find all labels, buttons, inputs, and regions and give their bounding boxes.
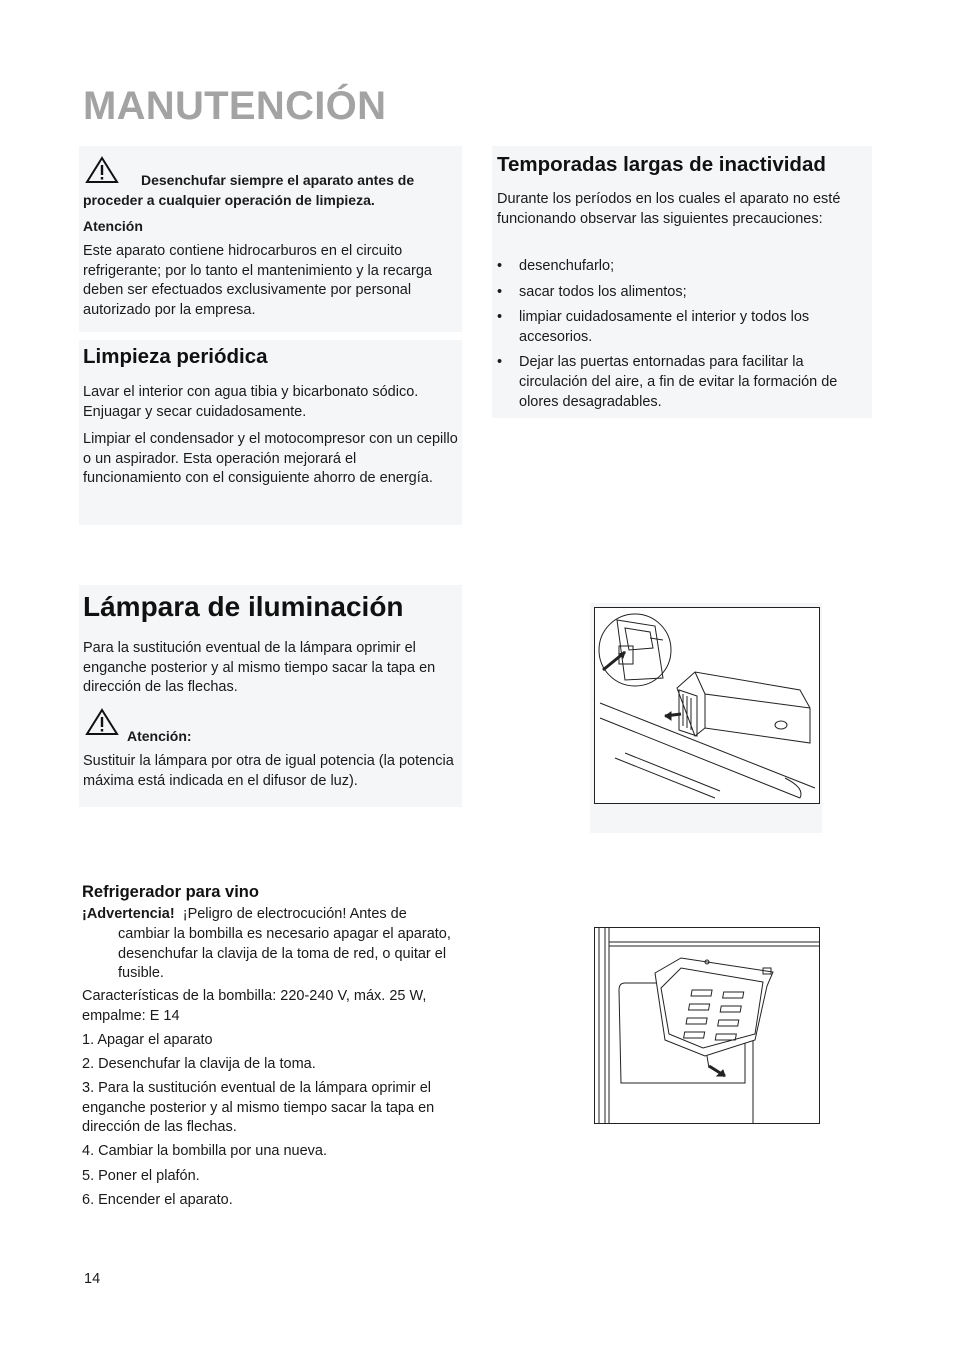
wine-warning-first: ¡Peligro de electrocución! Antes de (182, 906, 407, 922)
page-title: MANUTENCIÓN (83, 84, 387, 128)
wine-warning-continuation: cambiar la bombilla es necesario apagar el aparato, desenchufar la clavija de la toma de red, o quitar el fusible. (118, 926, 451, 982)
list-item: • desenchufarlo; (497, 258, 615, 274)
hydrocarbon-notice: Este aparato contiene hidrocarburos en el circuito refrigerante; por lo tanto el mantenimiento y la recarga deben ser efectuados exclusivamente por personal autorizado por la empresa. (83, 243, 432, 318)
wine-warning (82, 905, 462, 925)
list-item: 1. Apagar el aparato (82, 1032, 213, 1048)
inactivity-intro: Durante los períodos en los cuales el aparato no esté funcionando observar las siguientes precauciones: (497, 191, 841, 227)
attention-label: Atención (83, 218, 143, 234)
cleaning-heading: Limpieza periódica (83, 345, 268, 368)
list-item: • limpiar cuidadosamente el interior y todos los accesorios. (497, 309, 810, 345)
list-item: 2. Desenchufar la clavija de la toma. (82, 1056, 316, 1073)
precaution-list (497, 257, 872, 418)
wine-heading: Refrigerador para vino (82, 883, 259, 901)
lamp-cover-illustration (594, 607, 820, 804)
list-item: 5. Poner el plafón. (82, 1167, 200, 1184)
list-item: 6. Encender el aparato. (82, 1191, 233, 1208)
cleaning-paragraph-1: Lavar el interior con agua tibia y bicarbonato sódico. Enjuagar y secar cuidadosamente. (83, 384, 419, 420)
page-number: 14 (84, 1271, 101, 1287)
wine-lamp-illustration (594, 927, 820, 1124)
cleaning-paragraph-2: Limpiar el condensador y el motocompresor con un cepillo o un aspirador. Esta operación mejorará el funcionamiento con el consiguiente ahorro de energía. (83, 431, 458, 487)
unplug-warning: Desenchufar siempre el aparato antes de proceder a cualquier operación de limpieza. (83, 172, 415, 208)
lamp-attention-label: Atención: (127, 728, 192, 744)
warning-triangle-icon (85, 708, 119, 736)
list-item: • sacar todos los alimentos; (497, 283, 687, 300)
lamp-attention-body: Sustituir la lámpara por otra de igual potencia (la potencia máxima está indicada en el difusor de luz). (83, 753, 454, 789)
lamp-heading: Lámpara de iluminación (83, 591, 404, 622)
bulb-specs: Características de la bombilla: 220-240 V, máx. 25 W, empalme: E 14 (82, 988, 427, 1024)
list-item: 4. Cambiar la bombilla por una nueva. (82, 1143, 328, 1160)
replacement-steps (82, 1031, 457, 1215)
lamp-instructions: Para la sustitución eventual de la lámpara oprimir el enganche posterior y al mismo tiempo sacar la tapa en dirección de las flechas. (83, 640, 436, 696)
list-item: 3. Para la sustitución eventual de la lámpara oprimir el enganche posterior y al mismo tiempo sacar la tapa en dirección de las flechas. (82, 1080, 435, 1136)
wine-warning-label: ¡Advertencia! (82, 906, 175, 922)
inactivity-heading: Temporadas largas de inactividad (497, 153, 826, 176)
list-item: • Dejar las puertas entornadas para facilitar la circulación del aire, a fin de evitar la formación de olores desagradables. (497, 354, 838, 410)
